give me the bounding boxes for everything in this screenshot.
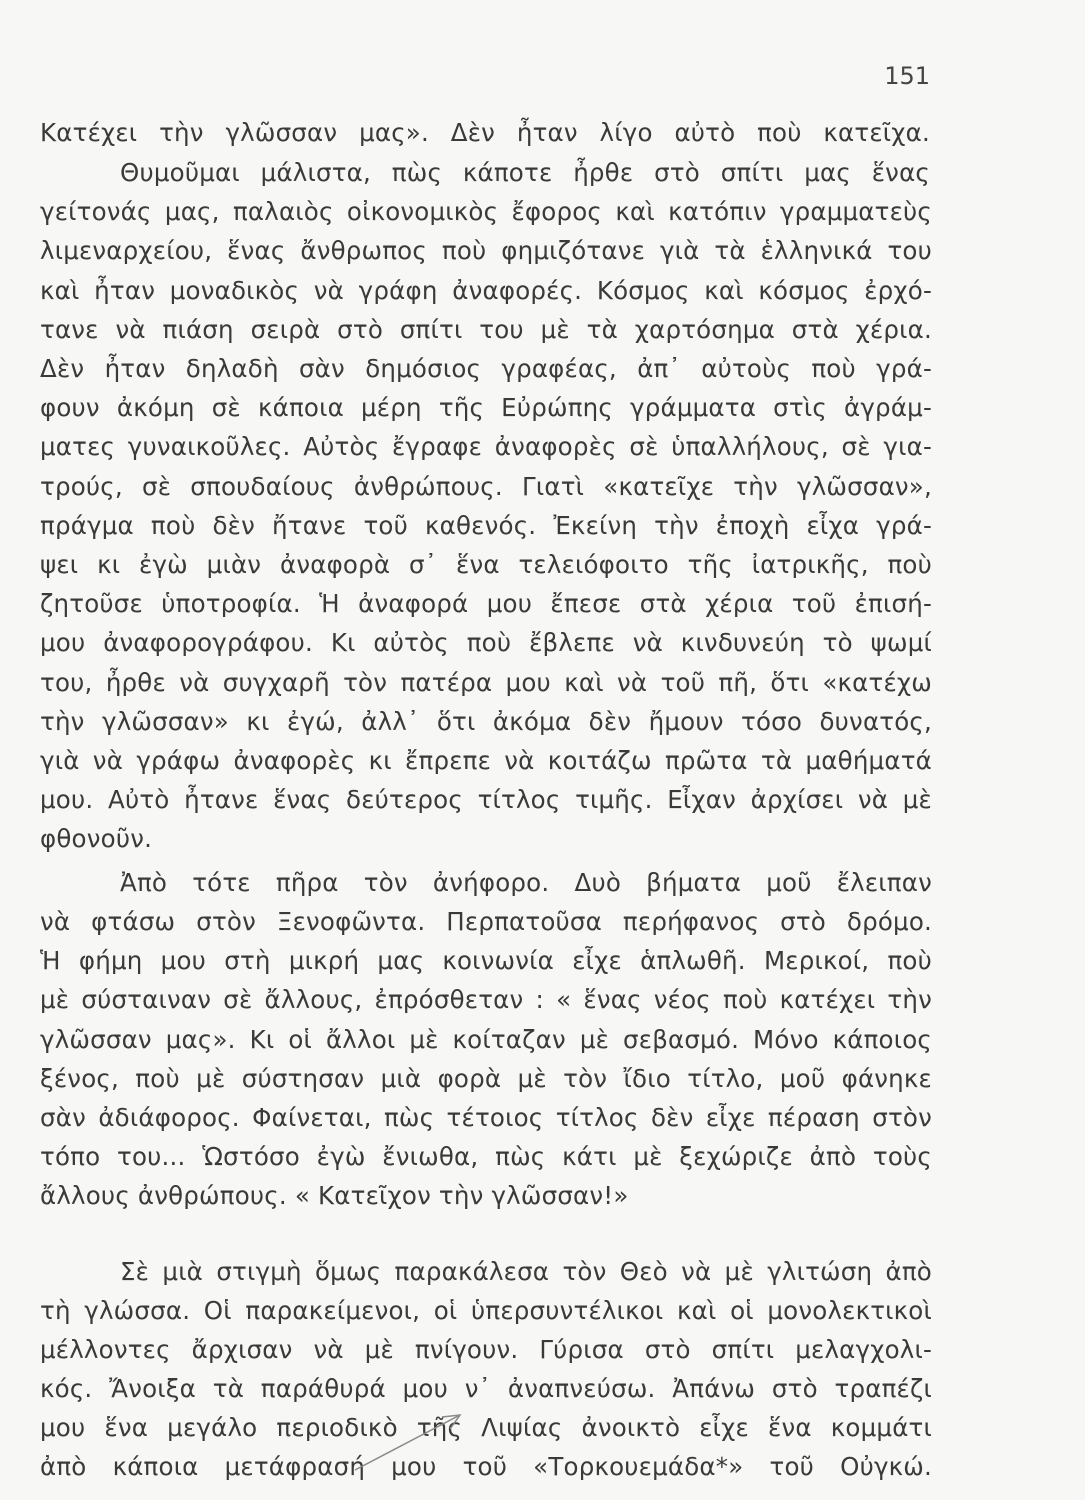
text-line: σὰν ἀδιάφορος. Φαίνεται, πὼς τέτοιος τίτλος δὲν εἶχε πέραση στὸν [40,1103,932,1132]
text-line: τρούς, σὲ σπουδαίους ἀνθρώπους. Γιατὶ «κατεῖχε τὴν γλῶσσαν», [40,472,932,501]
text-line: Ἀπὸ τότε πῆρα τὸν ἀνήφορο. Δυὸ βήματα μοῦ ἔλειπαν [120,868,932,897]
text-line: Θυμοῦμαι μάλιστα, πὼς κάποτε ἦρθε στὸ σπίτι μας ἕνας [120,158,930,187]
text-line: τανε νὰ πιάση σειρὰ στὸ σπίτι του μὲ τὰ χαρτόσημα στὰ χέρια. [40,315,932,344]
text-line: ζητοῦσε ὑποτροφία. Ἡ ἀναφορά μου ἔπεσε στὰ χέρια τοῦ ἐπισή- [40,589,932,618]
text-line: κός. Ἄνοιξα τὰ παράθυρά μου ν᾽ ἀναπνεύσω. Ἀπάνω στὸ τραπέζι [40,1374,932,1403]
text-line: πράγμα ποὺ δὲν ἤτανε τοῦ καθενός. Ἐκείνη τὴν ἐποχὴ εἶχα γρά- [40,511,932,540]
text-line: μου ἕνα μεγάλο περιοδικὸ τῆς Λιψίας ἀνοικτὸ εἶχε ἕνα κομμάτι [40,1413,932,1442]
text-line: Δὲν ἦταν δηλαδὴ σὰν δημόσιος γραφέας, ἀπ᾽ αὐτοὺς ποὺ γρά- [40,354,932,383]
text-line: φουν ἀκόμη σὲ κάποια μέρη τῆς Εὐρώπης γράμματα στὶς ἀγράμ- [40,393,932,422]
text-line: του, ἦρθε νὰ συγχαρῆ τὸν πατέρα μου καὶ νὰ τοῦ πῆ, ὅτι «κατέχω [40,668,932,697]
text-line: ψει κι ἐγὼ μιὰν ἀναφορὰ σ᾽ ἕνα τελειόφοιτο τῆς ἰατρικῆς, ποὺ [40,550,932,579]
text-line: μὲ σύσταιναν σὲ ἄλλους, ἐπρόσθεταν : « ἕνας νέος ποὺ κατέχει τὴν [40,985,932,1014]
text-line: γιὰ νὰ γράφω ἀναφορὲς κι ἔπρεπε νὰ κοιτάζω πρῶτα τὰ μαθήματά [40,746,932,775]
text-line: καὶ ἦταν μοναδικὸς νὰ γράφη ἀναφορές. Κόσμος καὶ κόσμος ἐρχό- [40,276,932,305]
text-line: φθονοῦν. [40,824,153,853]
text-line: ἄλλους ἀνθρώπους. « Κατεῖχον τὴν γλῶσσαν!» [40,1181,629,1210]
text-line: γείτονάς μας, παλαιὸς οἰκονομικὸς ἔφορος καὶ κατόπιν γραμματεὺς [40,197,932,226]
text-line: μου. Αὐτὸ ἦτανε ἕνας δεύτερος τίτλος τιμῆς. Εἶχαν ἀρχίσει νὰ μὲ [40,785,932,814]
text-line: Ἡ φήμη μου στὴ μικρή μας κοινωνία εἶχε ἁπλωθῆ. Μερικοί, ποὺ [40,946,932,975]
page-number: 151 [884,62,930,90]
text-line: τὴν γλῶσσαν» κι ἐγώ, ἀλλ᾽ ὅτι ἀκόμα δὲν ἤμουν τόσο δυνατός, [40,707,932,736]
text-line: γλῶσσαν μας». Κι οἱ ἄλλοι μὲ κοίταζαν μὲ σεβασμό. Μόνο κάποιος [40,1025,932,1054]
text-line: τὴ γλώσσα. Οἱ παρακείμενοι, οἱ ὑπερσυντέλικοι καὶ οἱ μονολεκτικοὶ [40,1296,932,1325]
text-line: ματες γυναικοῦλες. Αὐτὸς ἔγραφε ἀναφορὲς σὲ ὑπαλλήλους, σὲ για- [40,432,932,461]
text-line: μέλλοντες ἄρχισαν νὰ μὲ πνίγουν. Γύρισα στὸ σπίτι μελαγχολι- [40,1335,932,1364]
text-line: λιμεναρχείου, ἕνας ἄνθρωπος ποὺ φημιζότανε γιὰ τὰ ἑλληνικά του [40,236,932,265]
pencil-stroke-mark [350,1405,470,1475]
text-line: τόπο του... Ὡστόσο ἐγὼ ἔνιωθα, πὼς κάτι μὲ ξεχώριζε ἀπὸ τοὺς [40,1142,932,1171]
text-line: ἀπὸ κάποια μετάφρασή μου τοῦ «Τορκουεμάδα*» τοῦ Οὐγκώ. [40,1452,932,1481]
text-line: μου ἀναφορογράφου. Κι αὐτὸς ποὺ ἔβλεπε νὰ κινδυνεύη τὸ ψωμί [40,628,932,657]
text-line: Σὲ μιὰ στιγμὴ ὅμως παρακάλεσα τὸν Θεὸ νὰ μὲ γλιτώση ἀπὸ [120,1257,932,1286]
text-line: Κατέχει τὴν γλῶσσαν μας». Δὲν ἦταν λίγο αὐτὸ ποὺ κατεῖχα. [40,118,930,147]
text-line: ξένος, ποὺ μὲ σύστησαν μιὰ φορὰ μὲ τὸν ἴδιο τίτλο, μοῦ φάνηκε [40,1064,932,1093]
text-line: νὰ φτάσω στὸν Ξενοφῶντα. Περπατοῦσα περήφανος στὸ δρόμο. [40,907,932,936]
